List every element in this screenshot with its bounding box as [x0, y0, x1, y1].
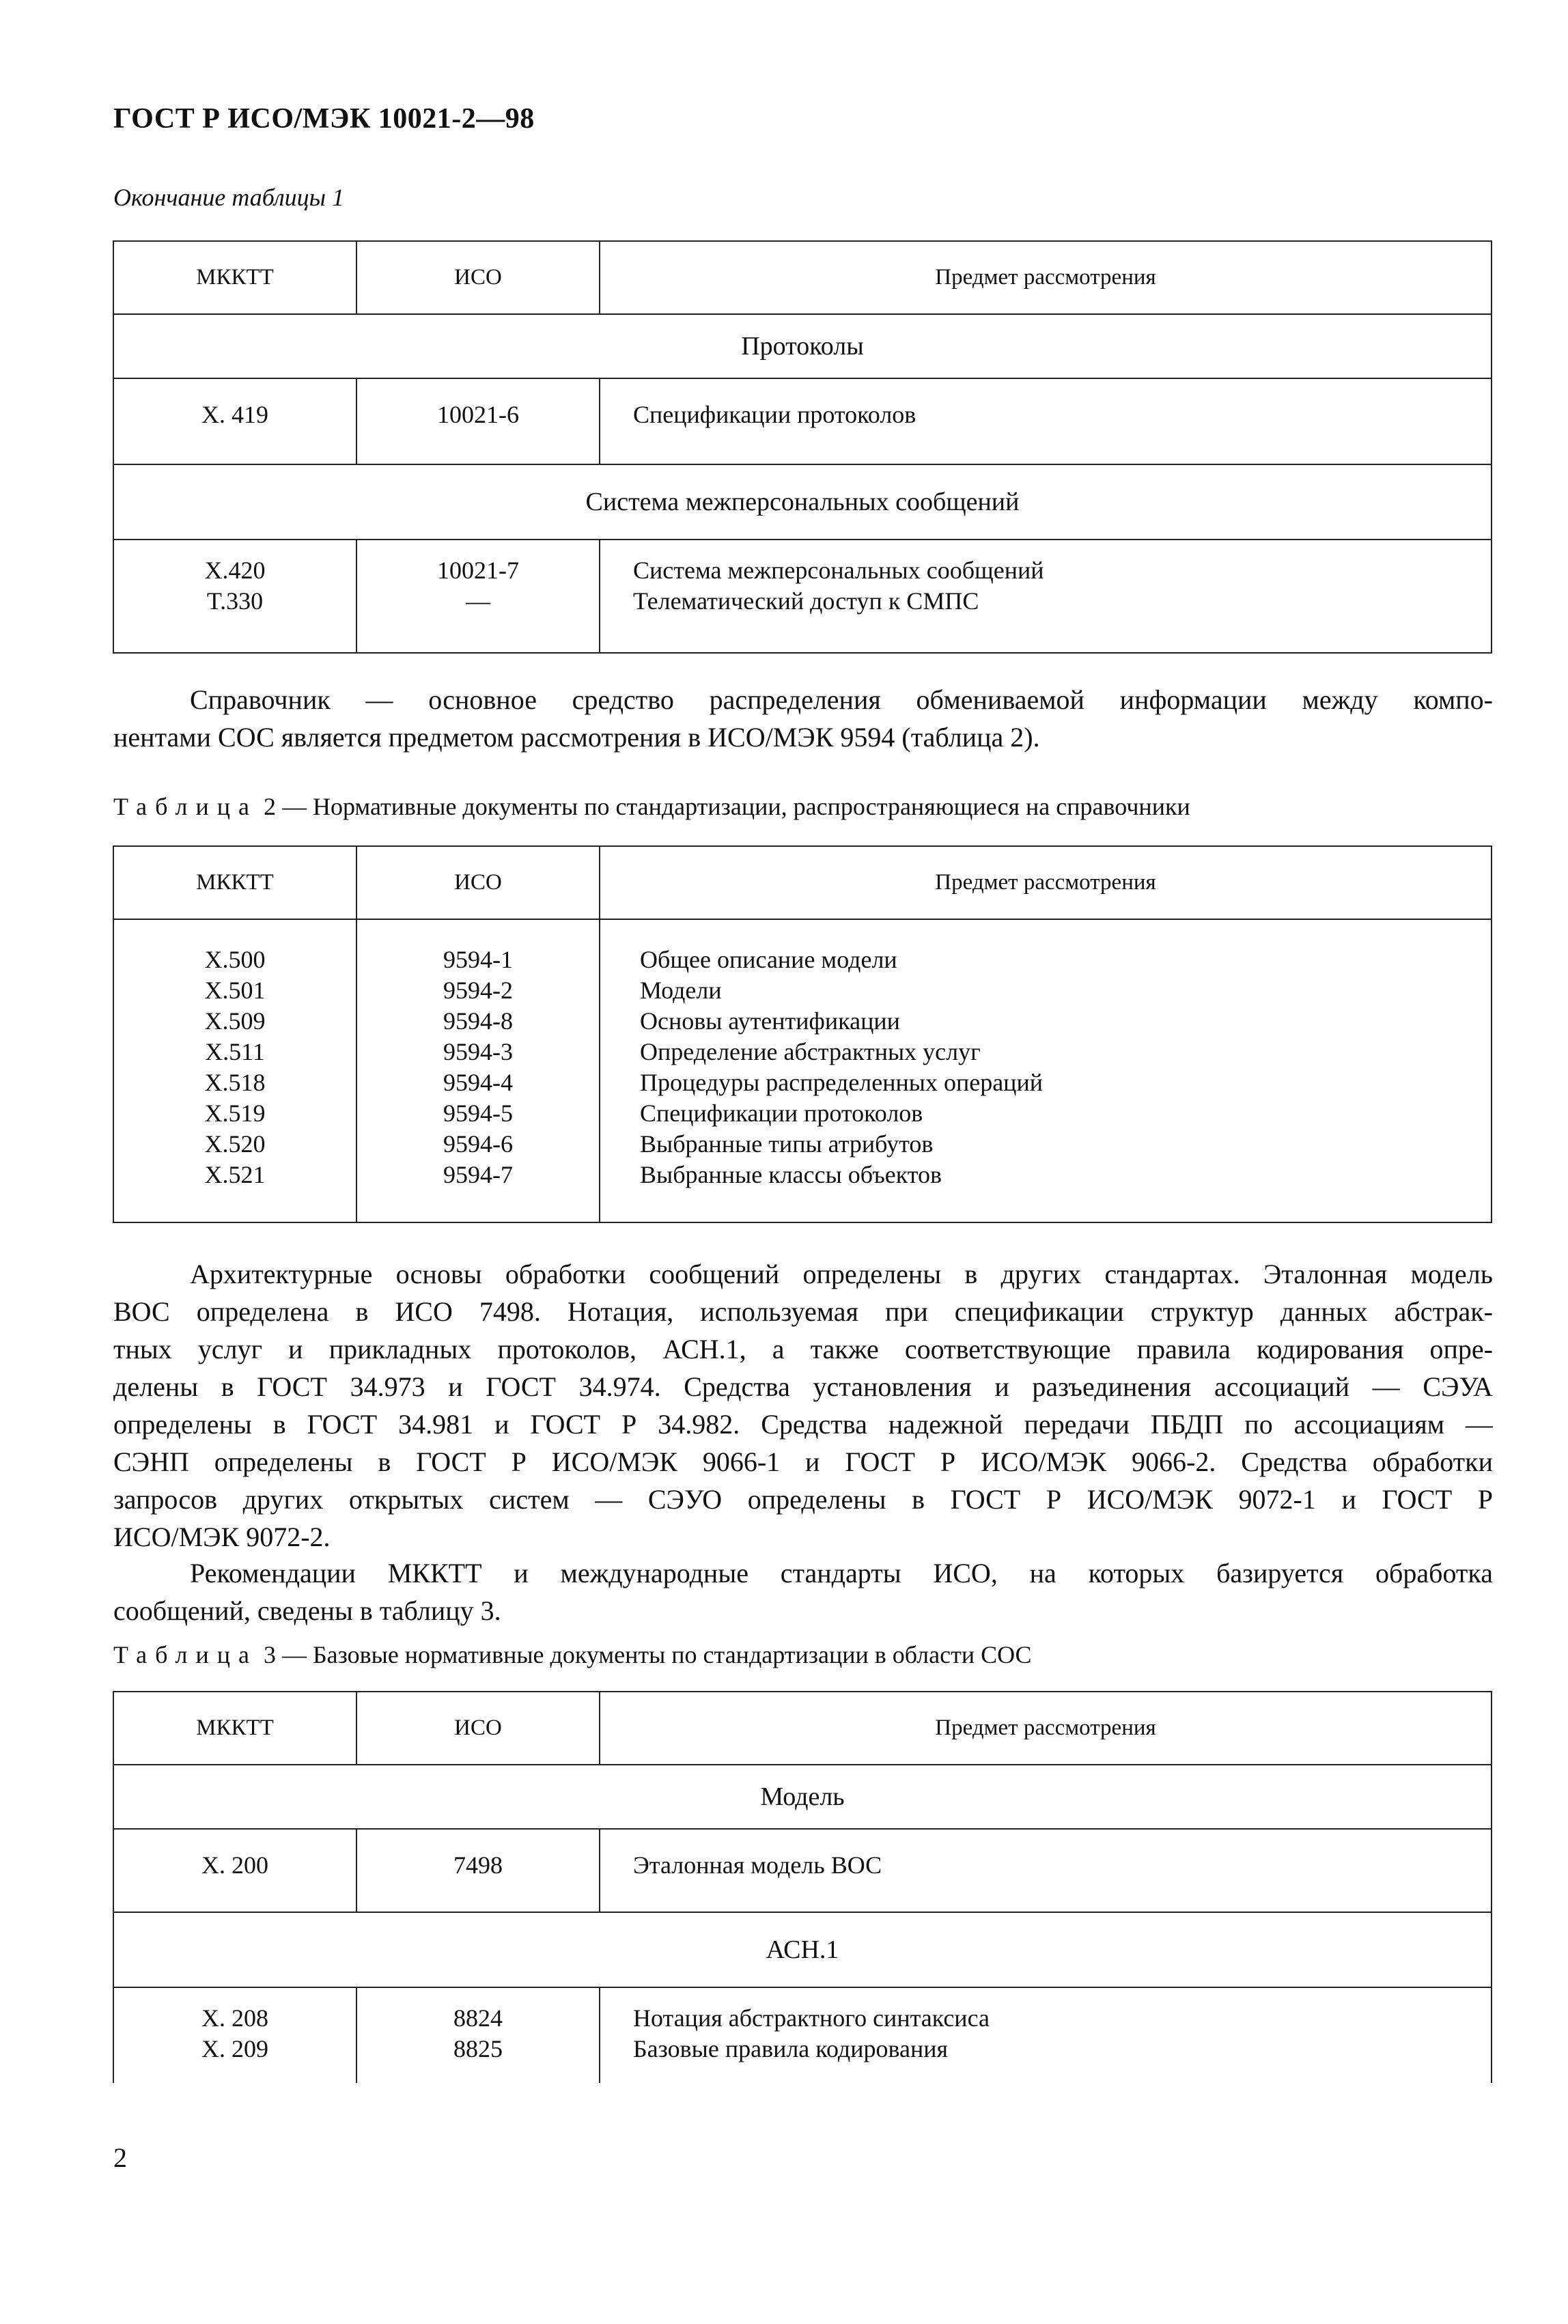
paragraph-directory — [113, 681, 1493, 756]
ccitt-code: X.500 — [204, 946, 266, 973]
iso-code: 8825 — [453, 2035, 503, 2062]
iso-cell — [356, 919, 600, 1222]
column-header-iso: ИСО — [356, 846, 600, 919]
paragraph-line: тных услуг и прикладных протоколов, АСН.1, а также соответствующие правила кодирования опре- — [113, 1334, 1493, 1364]
section-title: Система межперсональных сообщений — [113, 464, 1492, 540]
subject-cell — [600, 1829, 1492, 1912]
paragraph-line: определены в ГОСТ 34.981 и ГОСТ Р 34.982. Средства надежной передачи ПБДП по ассоциациям — — [113, 1409, 1493, 1440]
ccitt-cell — [113, 1987, 356, 2083]
subject-text: Основы аутентификации — [640, 1007, 900, 1035]
subject-cell — [600, 378, 1492, 464]
subject-text: Нотация абстрактного синтаксиса — [633, 2004, 990, 2032]
table-row — [113, 378, 1492, 464]
subject-text: Общее описание модели — [640, 946, 897, 973]
subject-text: Эталонная модель ВОС — [633, 1851, 882, 1879]
paragraph-line: ИСО/МЭК 9072-2. — [113, 1522, 331, 1552]
column-header-subject: Предмет рассмотрения — [600, 1692, 1492, 1765]
table-row — [113, 540, 1492, 653]
subject-text: Модели — [640, 977, 722, 1004]
ccitt-code: X. 208 — [201, 2004, 268, 2032]
iso-code: — — [466, 587, 490, 615]
ccitt-code: X.420 — [204, 557, 266, 584]
ccitt-code: X.519 — [204, 1100, 266, 1127]
ccitt-cell — [113, 540, 356, 653]
table-caption-label: Таблица — [113, 1641, 257, 1668]
table2-header-row — [113, 846, 1492, 919]
ccitt-code: X. 419 — [201, 401, 268, 428]
subject-cell — [600, 1987, 1492, 2083]
paragraph-line: Рекомендации МККТТ и международные стандарты ИСО, на которых базируется обработка — [190, 1558, 1493, 1588]
paragraph-line: сообщений, сведены в таблицу 3. — [113, 1595, 501, 1626]
table2 — [113, 845, 1492, 1223]
table-caption-text: 2 — Нормативные документы по стандартизации, распространяющиеся на справочники — [263, 793, 1190, 820]
table3-section-row — [113, 1912, 1492, 1987]
page-number: 2 — [113, 2142, 127, 2173]
paragraph-architecture — [113, 1255, 1493, 1556]
iso-code: 10021-7 — [437, 557, 519, 584]
document-header: ГОСТ Р ИСО/МЭК 10021-2—98 — [113, 103, 535, 135]
section-title: Модель — [113, 1765, 1492, 1829]
ccitt-code: X.509 — [204, 1007, 266, 1035]
subject-text: Спецификации протоколов — [633, 401, 916, 428]
table2-caption — [113, 792, 1190, 821]
subject-text: Процедуры распределенных операций — [640, 1069, 1043, 1096]
table-caption-label: Таблица — [113, 793, 257, 820]
ccitt-code: X.521 — [204, 1161, 266, 1188]
subject-cell — [600, 919, 1492, 1222]
subject-text: Выбранные классы объектов — [640, 1161, 942, 1188]
ccitt-code: X.518 — [204, 1069, 266, 1096]
iso-code: 9594-7 — [443, 1161, 513, 1188]
table-caption-text: 3 — Базовые нормативные документы по стандартизации в области СОС — [263, 1641, 1032, 1668]
ccitt-code: X.511 — [205, 1038, 265, 1065]
ccitt-cell — [113, 919, 356, 1222]
ccitt-cell — [113, 1829, 356, 1912]
column-header-subject: Предмет рассмотрения — [600, 241, 1492, 314]
iso-code: 8824 — [453, 2004, 503, 2032]
paragraph-line: СЭНП определены в ГОСТ Р ИСО/МЭК 9066-1 и ГОСТ Р ИСО/МЭК 9066-2. Средства обработки — [113, 1446, 1493, 1477]
ccitt-code: X. 209 — [201, 2035, 268, 2062]
iso-cell — [356, 540, 600, 653]
iso-code: 10021-6 — [437, 401, 519, 428]
subject-text: Базовые правила кодирования — [633, 2035, 949, 2062]
iso-code: 9594-3 — [443, 1038, 513, 1065]
iso-code: 9594-8 — [443, 1007, 513, 1035]
column-header-iso: ИСО — [356, 241, 600, 314]
table1-section-row — [113, 314, 1492, 378]
table3 — [113, 1691, 1492, 2083]
iso-code: 7498 — [453, 1851, 503, 1879]
iso-cell — [356, 1829, 600, 1912]
paragraph-line: нентами СОС является предметом рассмотрения в ИСО/МЭК 9594 (таблица 2). — [113, 722, 1040, 753]
iso-cell — [356, 378, 600, 464]
table1-header-row — [113, 241, 1492, 314]
paragraph-recommendations — [113, 1554, 1493, 1629]
table-row — [113, 919, 1492, 1222]
table1-caption: Окончание таблицы 1 — [113, 184, 345, 211]
iso-code: 9594-1 — [443, 946, 513, 973]
subject-text: Спецификации протоколов — [640, 1100, 923, 1127]
subject-text: Система межперсональных сообщений — [633, 557, 1044, 584]
paragraph-line: ВОС определена в ИСО 7498. Нотация, используемая при спецификации структур данных абстрак- — [113, 1296, 1493, 1327]
subject-text: Определение абстрактных услуг — [640, 1038, 981, 1065]
subject-text: Телематический доступ к СМПС — [633, 587, 979, 615]
table3-section-row — [113, 1765, 1492, 1829]
column-header-ccitt: МККТТ — [113, 846, 356, 919]
ccitt-code: X.501 — [204, 977, 266, 1004]
table3-header-row — [113, 1692, 1492, 1765]
table-row — [113, 1829, 1492, 1912]
column-header-iso: ИСО — [356, 1692, 600, 1765]
table3-caption — [113, 1640, 1032, 1669]
ccitt-code: X. 200 — [201, 1851, 268, 1879]
ccitt-code: T.330 — [206, 587, 264, 615]
column-header-ccitt: МККТТ — [113, 241, 356, 314]
ccitt-code: X.520 — [204, 1130, 266, 1158]
subject-text: Выбранные типы атрибутов — [640, 1130, 934, 1158]
column-header-subject: Предмет рассмотрения — [600, 846, 1492, 919]
iso-code: 9594-2 — [443, 977, 513, 1004]
iso-cell — [356, 1987, 600, 2083]
paragraph-line: Справочник — основное средство распределения обмениваемой информации между компо- — [190, 684, 1493, 715]
paragraph-line: Архитектурные основы обработки сообщений определены в других стандартах. Эталонная модель — [190, 1259, 1493, 1289]
section-title: Протоколы — [113, 314, 1492, 378]
paragraph-line: запросов других открытых систем — СЭУО определены в ГОСТ Р ИСО/МЭК 9072-1 и ГОСТ Р — [113, 1484, 1493, 1515]
iso-code: 9594-6 — [443, 1130, 513, 1158]
table1 — [113, 240, 1492, 654]
ccitt-cell — [113, 378, 356, 464]
table1-section-row — [113, 464, 1492, 540]
subject-cell — [600, 540, 1492, 653]
iso-code: 9594-4 — [443, 1069, 513, 1096]
section-title: АСН.1 — [113, 1912, 1492, 1987]
paragraph-line: делены в ГОСТ 34.973 и ГОСТ 34.974. Средства установления и разъединения ассоциаций — СЭУА — [113, 1371, 1493, 1402]
table-row — [113, 1987, 1492, 2083]
iso-code: 9594-5 — [443, 1100, 513, 1127]
column-header-ccitt: МККТТ — [113, 1692, 356, 1765]
